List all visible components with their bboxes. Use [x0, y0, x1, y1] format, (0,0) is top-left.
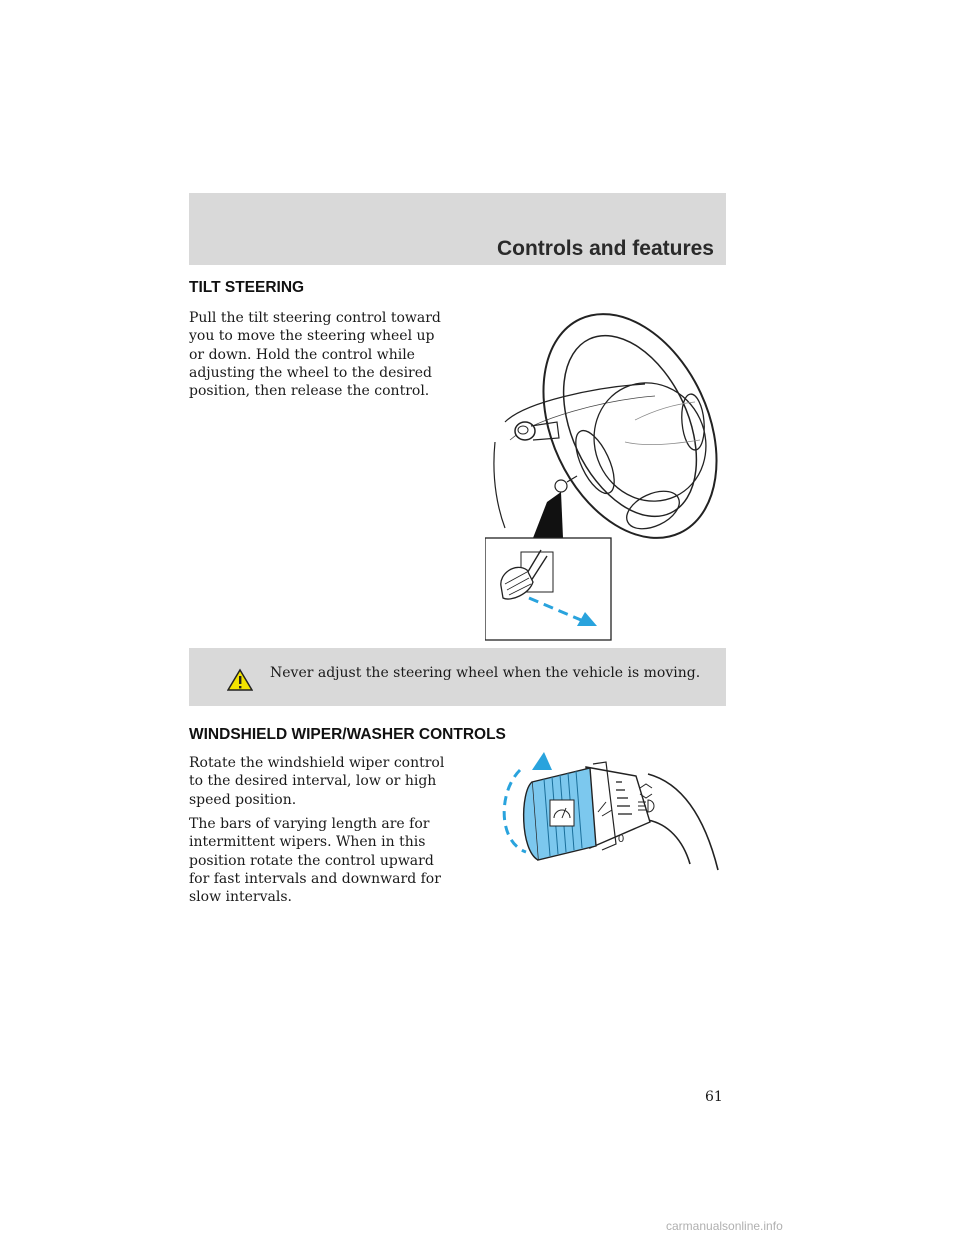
warning-box	[189, 648, 726, 706]
footer-watermark[interactable]: carmanualsonline.info	[666, 1219, 783, 1233]
wiper-paragraph-1: Rotate the windshield wiper control to the desired interval, low or high speed position.	[189, 755, 445, 808]
wiper-washer-heading: WINDSHIELD WIPER/WASHER CONTROLS	[189, 726, 506, 743]
wiper-stalk-illustration	[498, 752, 723, 877]
warning-triangle-icon	[227, 668, 253, 692]
stalk-off-label: 0	[618, 833, 625, 845]
page-header-title: Controls and features	[496, 237, 714, 260]
warning-text: Never adjust the steering wheel when the vehicle is moving.	[270, 665, 701, 681]
tilt-steering-heading: TILT STEERING	[189, 279, 305, 296]
header-band	[189, 193, 726, 265]
tilt-steering-paragraph: Pull the tilt steering control toward you to move the steering wheel up or down. Hold the control while adjusting the wheel to the desired position, then release the control.	[189, 310, 441, 400]
page-number: 61	[705, 1089, 723, 1105]
wiper-paragraph-2: The bars of varying length are for intermittent wipers. When in this position rotate the control upward for fast intervals and downward for slow intervals.	[189, 816, 441, 906]
steering-wheel-illustration	[485, 292, 730, 644]
